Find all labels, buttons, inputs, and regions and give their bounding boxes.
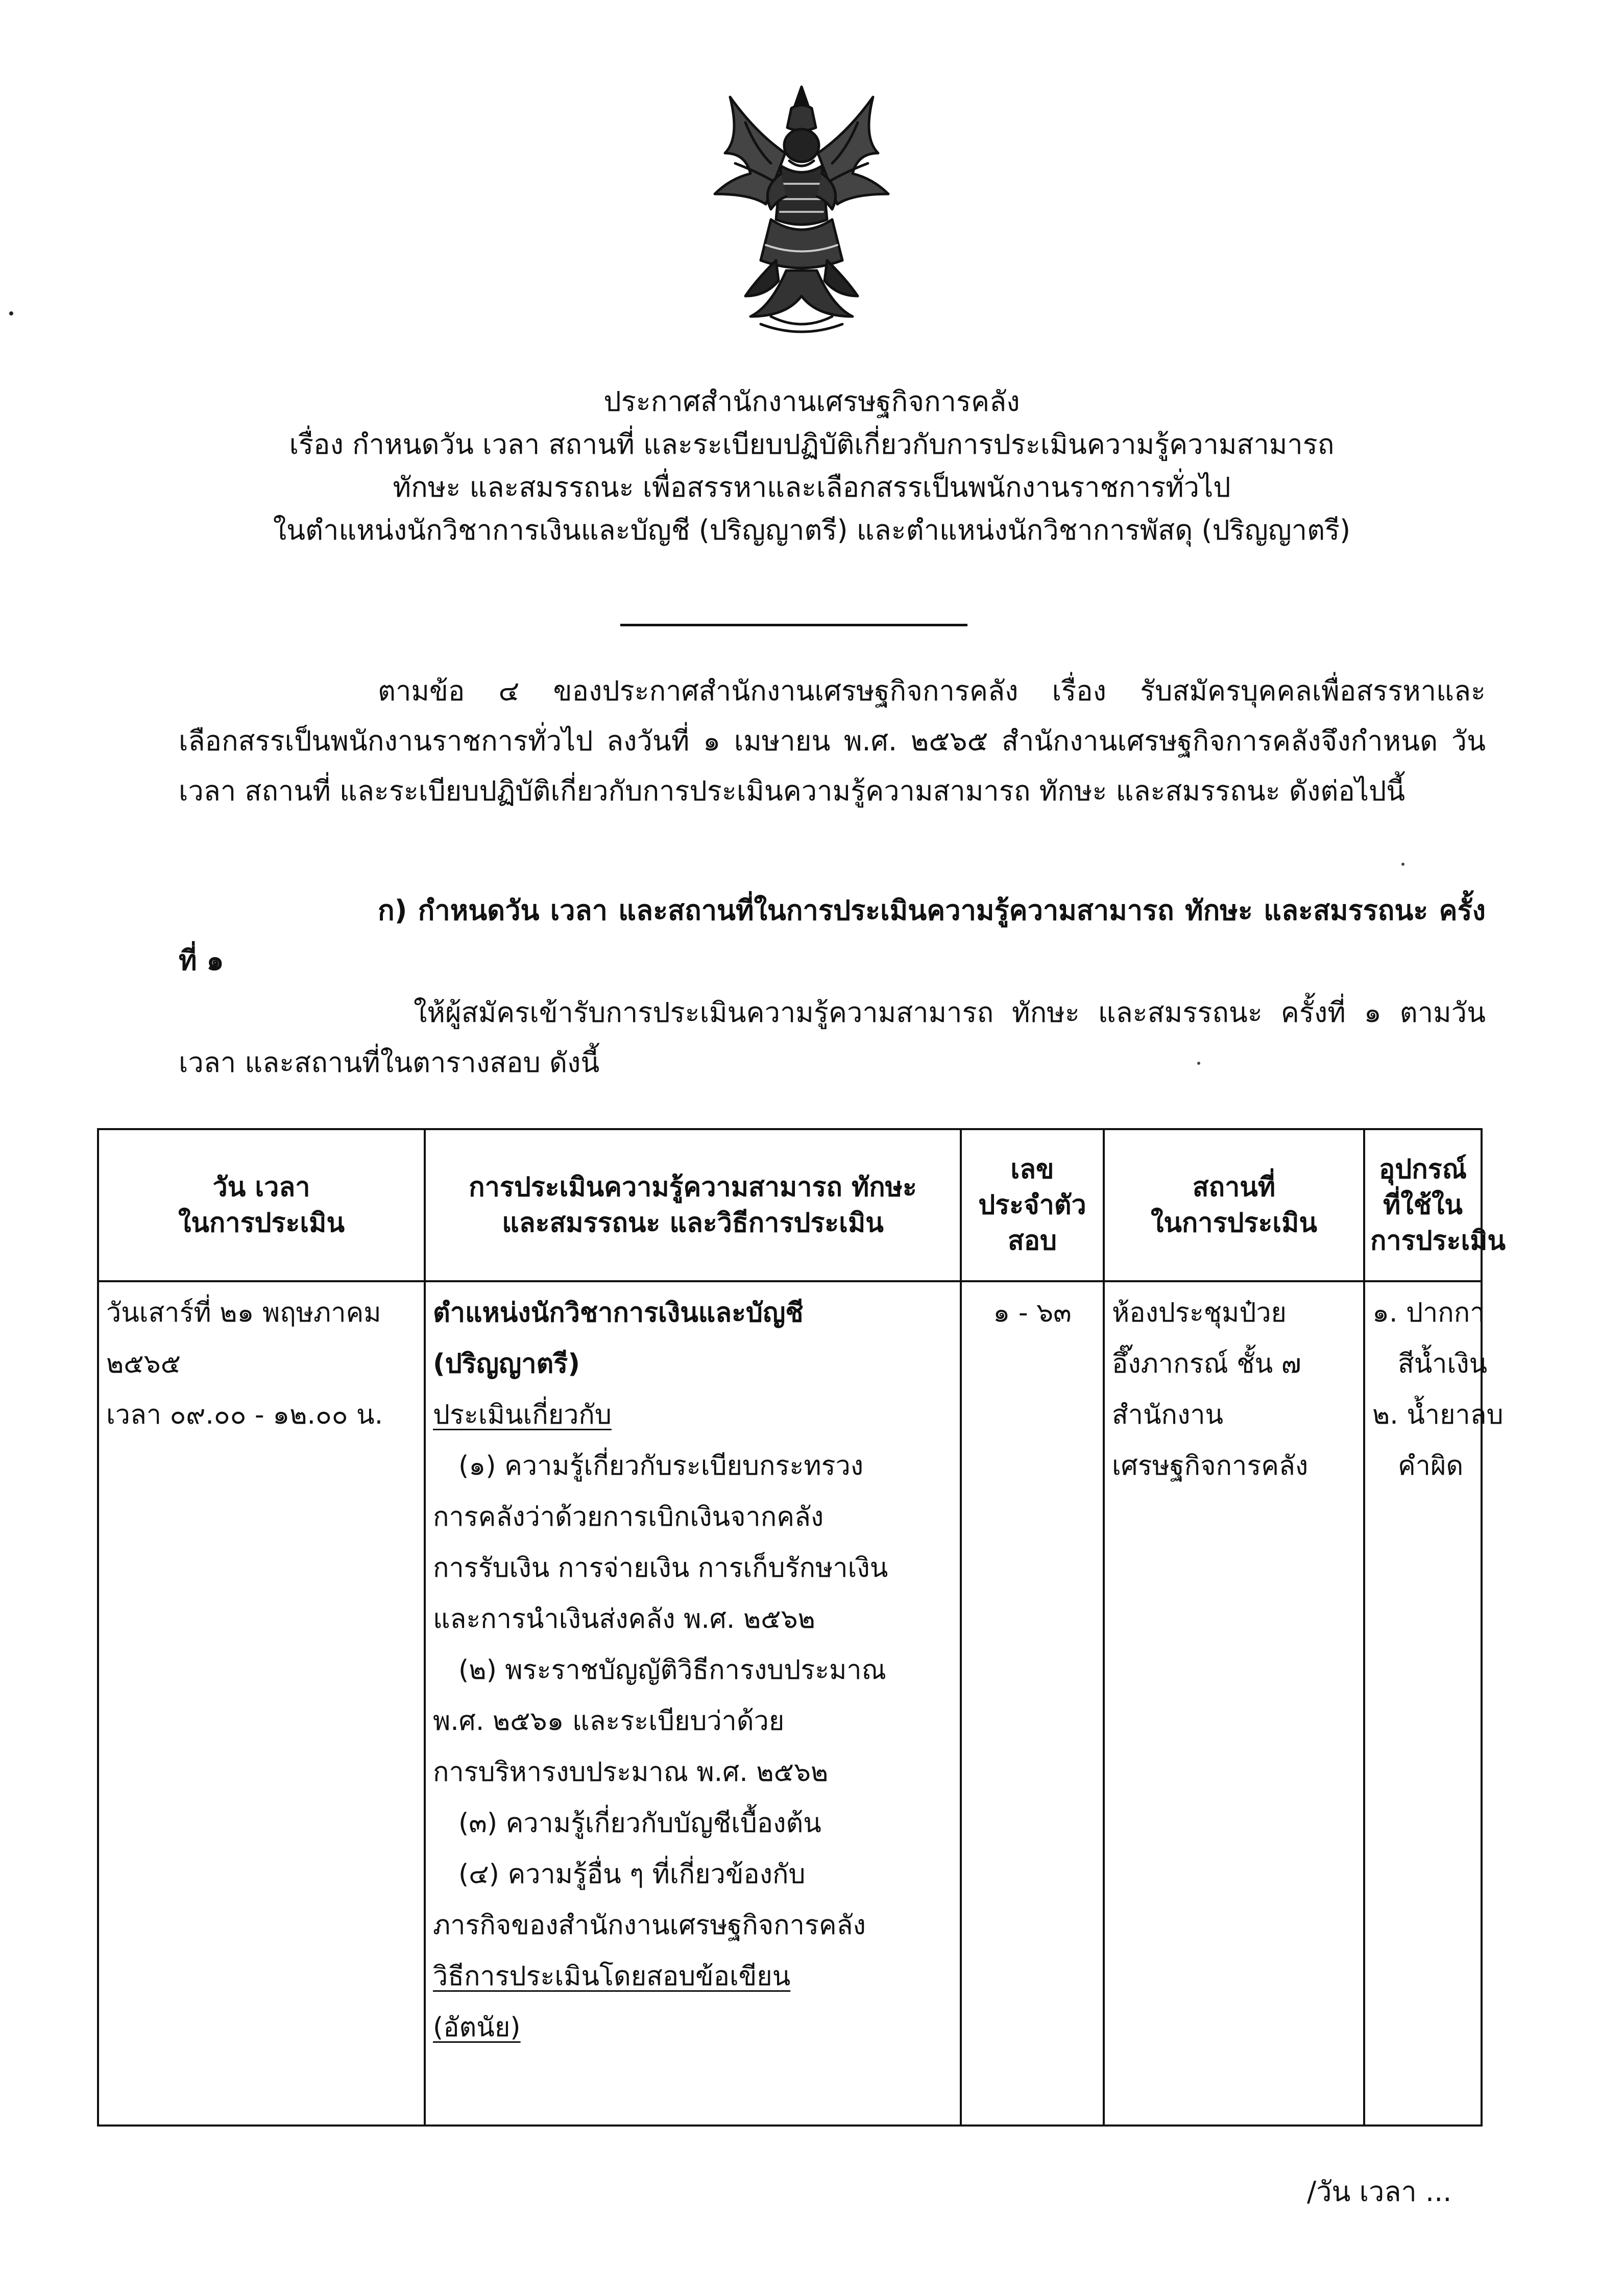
subject-line: ทักษะ และสมรรถนะ เพื่อสรรหาและเลือกสรรเป็นพนักงานราชการทั่วไป: [393, 471, 1231, 503]
title-divider: [620, 624, 967, 626]
assess-heading: ประเมินเกี่ยวกับ: [433, 1400, 612, 1430]
assess-item: (๔) ความรู้อื่น ๆ ที่เกี่ยวข้องกับ: [458, 1859, 806, 1890]
scan-speck: [1401, 863, 1404, 866]
cell-location: ห้องประชุมป๋วย อึ๊งภากรณ์ ชั้น ๗ สำนักงาน เศรษฐกิจการคลัง: [1104, 1281, 1364, 2126]
cell-assessment: [425, 1281, 961, 2126]
header-assessment: การประเมินความรู้ความสามารถ ทักษะ และสมรรถนะ และวิธีการประเมิน: [425, 1129, 961, 1281]
equipment-item: ๒. น้ำยาลบ: [1372, 1400, 1504, 1430]
header-exam-number: เลข ประจำตัว สอบ: [961, 1129, 1104, 1281]
assess-item: (๑) ความรู้เกี่ยวกับระเบียบกระทรวง: [458, 1451, 864, 1481]
scan-speck: [9, 311, 13, 315]
assess-item-cont: การรับเงิน การจ่ายเงิน การเก็บรักษาเงิน: [433, 1553, 888, 1583]
cell-date: วันเสาร์ที่ ๒๑ พฤษภาคม ๒๕๖๕ เวลา ๐๙.๐๐ - ๑๒.๐๐ น.: [98, 1281, 425, 2126]
assess-item: (๒) พระราชบัญญัติวิธีการงบประมาณ: [458, 1655, 886, 1686]
position-title: ตำแหน่งนักวิชาการเงินและบัญชี: [433, 1298, 804, 1328]
method-line: วิธีการประเมินโดยสอบข้อเขียน: [433, 1961, 791, 1992]
assess-item: (๓) ความรู้เกี่ยวกับบัญชีเบื้องต้น: [458, 1808, 821, 1839]
instruction-paragraph: ให้ผู้สมัครเข้ารับการประเมินความรู้ความสามารถ ทักษะ และสมรรถนะ ครั้งที่ ๑ ตามวัน เวลา และสถานที่ในตารางสอบ ดังนี้: [179, 996, 1486, 1079]
cell-equipment: [1364, 1281, 1504, 2126]
position-degree: (ปริญญาตรี): [433, 1349, 580, 1379]
intro-paragraph: ตามข้อ ๔ ของประกาศสำนักงานเศรษฐกิจการคลัง เรื่อง รับสมัครบุคคลเพื่อสรรหาและเลือกสรรเป็นพนักงานราชการทั่วไป ลงวันที่ ๑ เมษายน พ.ศ. ๒๕๖๕ สำนักงานเศรษฐกิจการคลังจึงกำหนด วัน เวลา สถานที่ และระเบียบปฏิบัติเกี่ยวกับการประเมินความรู้ความสามารถ ทักษะ และสมรรถนะ ดังต่อไปนี้: [179, 675, 1486, 807]
header-location: สถานที่ ในการประเมิน: [1104, 1129, 1364, 1281]
cell-exam-number: ๑ - ๖๓: [961, 1281, 1104, 2126]
equipment-item-cont: สีน้ำเงิน: [1398, 1349, 1488, 1379]
continued-marker: /วัน เวลา ...: [1307, 2176, 1452, 2208]
subject-line: เรื่อง กำหนดวัน เวลา สถานที่ และระเบียบปฏิบัติเกี่ยวกับการประเมินความรู้ความสามารถ: [289, 428, 1335, 460]
header-date: วัน เวลา ในการประเมิน: [98, 1129, 425, 1281]
header-equipment: อุปกรณ์ ที่ใช้ใน การประเมิน: [1364, 1129, 1482, 1281]
assess-item-cont: และการนำเงินส่งคลัง พ.ศ. ๒๕๖๒: [433, 1604, 815, 1634]
assess-item-cont: การคลังว่าด้วยการเบิกเงินจากคลัง: [433, 1502, 824, 1532]
assess-item-cont: การบริหารงบประมาณ พ.ศ. ๒๕๖๒: [433, 1757, 829, 1788]
equipment-item-cont: คำผิด: [1398, 1451, 1464, 1481]
equipment-item: ๑. ปากกา: [1372, 1298, 1485, 1328]
subject-line: ในตำแหน่งนักวิชาการเงินและบัญชี (ปริญญาตรี) และตำแหน่งนักวิชาการพัสดุ (ปริญญาตรี): [273, 514, 1351, 546]
table-row: [98, 1281, 1482, 2126]
assess-item-cont: ภารกิจของสำนักงานเศรษฐกิจการคลัง: [433, 1910, 866, 1941]
garuda-emblem-icon: [669, 77, 934, 342]
announcement-header: [153, 380, 1470, 552]
method-line: (อัตนัย): [433, 2012, 521, 2043]
announcement-title: ประกาศสำนักงานเศรษฐกิจการคลัง: [603, 385, 1020, 418]
section-a-heading: ก) กำหนดวัน เวลา และสถานที่ในการประเมินความรู้ความสามารถ ทักษะ และสมรรถนะ ครั้งที่ ๑: [179, 894, 1486, 976]
exam-schedule-table: [97, 1128, 1506, 2127]
assess-item-cont: พ.ศ. ๒๕๖๑ และระเบียบว่าด้วย: [433, 1706, 785, 1737]
table-header-row: [98, 1129, 1482, 1281]
